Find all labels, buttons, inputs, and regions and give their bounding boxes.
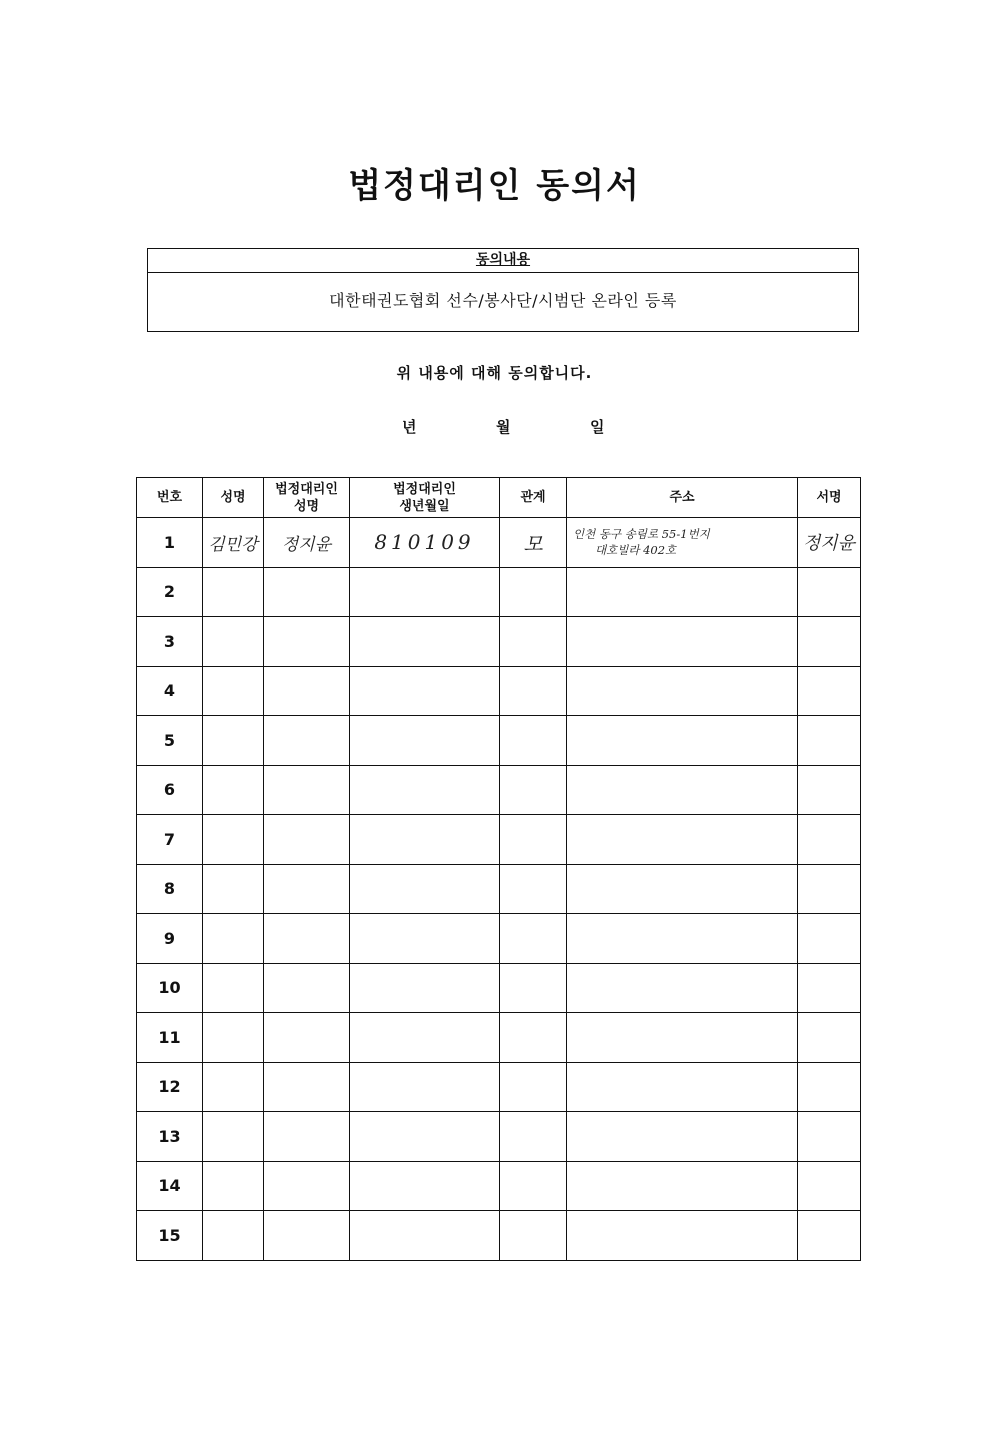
row-birth (350, 1211, 500, 1261)
row-no: 14 (137, 1161, 203, 1211)
row-name (203, 963, 264, 1013)
row-birth (350, 815, 500, 865)
row-birth (350, 1112, 500, 1162)
row-signature (798, 1062, 861, 1112)
header-address: 주소 (567, 478, 798, 518)
row-address (567, 1062, 798, 1112)
row-signature (798, 1161, 861, 1211)
row-relation (500, 716, 567, 766)
row-guardian-name (264, 963, 350, 1013)
row-relation (500, 815, 567, 865)
row-relation (500, 1112, 567, 1162)
row-no: 8 (137, 864, 203, 914)
header-guardian-name-line2: 성명 (293, 498, 320, 514)
row-no: 5 (137, 716, 203, 766)
row-relation (500, 963, 567, 1013)
row-name (203, 914, 264, 964)
row-guardian-name (264, 666, 350, 716)
row-name (203, 1013, 264, 1063)
table-row (137, 864, 861, 914)
row-guardian-name (264, 716, 350, 766)
table-row (137, 1161, 861, 1211)
row-name (203, 1112, 264, 1162)
table-row (137, 815, 861, 865)
row-signature (798, 666, 861, 716)
row-no: 6 (137, 765, 203, 815)
agreement-text: 위 내용에 대해 동의합니다. (396, 364, 593, 382)
row-address (567, 914, 798, 964)
date-month-label: 월 (496, 418, 511, 436)
row-name (203, 1062, 264, 1112)
row-address (567, 864, 798, 914)
row-relation (500, 914, 567, 964)
row-signature (798, 815, 861, 865)
row-signature (798, 1013, 861, 1063)
row-name (203, 617, 264, 667)
date-day-label: 일 (590, 418, 605, 436)
header-guardian-name (264, 478, 350, 518)
consent-body: 대한태권도협회 선수/봉사단/시범단 온라인 등록 (329, 291, 677, 310)
header-guardian-name-line1: 법정대리인 (275, 481, 338, 497)
row-address (567, 815, 798, 865)
row-relation (500, 864, 567, 914)
row-signature (798, 914, 861, 964)
row-address (567, 1013, 798, 1063)
row-no: 3 (137, 617, 203, 667)
row-signature (798, 617, 861, 667)
row-relation (500, 666, 567, 716)
row-guardian-name (264, 1112, 350, 1162)
row-birth (350, 518, 500, 568)
row-birth (350, 1013, 500, 1063)
row-relation (500, 567, 567, 617)
row-relation (500, 1013, 567, 1063)
row-address (567, 963, 798, 1013)
row-signature (798, 567, 861, 617)
row-no: 11 (137, 1013, 203, 1063)
row-relation (500, 1211, 567, 1261)
table-row (137, 1211, 861, 1261)
handwritten-guardian-name: 정지윤 (281, 534, 332, 555)
table-row (137, 963, 861, 1013)
row-signature (798, 716, 861, 766)
row-signature (798, 518, 861, 568)
header-signature: 서명 (798, 478, 861, 518)
handwritten-relation: 모 (523, 531, 543, 556)
row-relation (500, 765, 567, 815)
row-no: 7 (137, 815, 203, 865)
row-relation (500, 617, 567, 667)
row-guardian-name (264, 567, 350, 617)
row-guardian-name (264, 1161, 350, 1211)
row-birth (350, 617, 500, 667)
table-row (137, 518, 861, 568)
table-header-row (137, 478, 861, 518)
row-name (203, 666, 264, 716)
handwritten-name: 김민강 (208, 534, 258, 555)
row-guardian-name (264, 1013, 350, 1063)
row-signature (798, 1211, 861, 1261)
row-address (567, 567, 798, 617)
document-title: 법정대리인 동의서 (348, 166, 641, 206)
row-address (567, 1112, 798, 1162)
row-birth (350, 567, 500, 617)
handwritten-address-line2: 대호빌라 402호 (595, 543, 677, 558)
header-guardian-birth-line1: 법정대리인 (393, 481, 456, 497)
row-guardian-name (264, 617, 350, 667)
row-name (203, 716, 264, 766)
row-name (203, 518, 264, 568)
header-name: 성명 (203, 478, 264, 518)
table-row (137, 716, 861, 766)
row-name (203, 1211, 264, 1261)
row-guardian-name (264, 815, 350, 865)
row-guardian-name (264, 518, 350, 568)
row-address (567, 518, 798, 568)
date-year-label: 년 (402, 418, 417, 436)
row-guardian-name (264, 765, 350, 815)
table-row (137, 1013, 861, 1063)
row-birth (350, 666, 500, 716)
table-row (137, 1112, 861, 1162)
table-row (137, 914, 861, 964)
table-row (137, 765, 861, 815)
consent-box (147, 248, 859, 332)
table-row (137, 567, 861, 617)
row-name (203, 1161, 264, 1211)
row-birth (350, 1161, 500, 1211)
row-no: 9 (137, 914, 203, 964)
row-no: 2 (137, 567, 203, 617)
row-name (203, 765, 264, 815)
row-no: 4 (137, 666, 203, 716)
header-guardian-birth (350, 478, 500, 518)
handwritten-signature: 정지윤 (802, 533, 856, 555)
row-signature (798, 765, 861, 815)
row-guardian-name (264, 1062, 350, 1112)
row-birth (350, 914, 500, 964)
guardian-table (136, 477, 861, 1261)
header-guardian-birth-line2: 생년월일 (399, 498, 450, 514)
row-signature (798, 1112, 861, 1162)
row-relation (500, 1062, 567, 1112)
row-address (567, 666, 798, 716)
row-relation (500, 1161, 567, 1211)
handwritten-birth: 810109 (374, 530, 475, 555)
table-row (137, 666, 861, 716)
row-no: 13 (137, 1112, 203, 1162)
row-birth (350, 864, 500, 914)
row-birth (350, 765, 500, 815)
row-birth (350, 716, 500, 766)
header-no: 번호 (137, 478, 203, 518)
row-relation (500, 518, 567, 568)
row-guardian-name (264, 1211, 350, 1261)
row-guardian-name (264, 914, 350, 964)
row-signature (798, 963, 861, 1013)
row-no: 10 (137, 963, 203, 1013)
row-guardian-name (264, 864, 350, 914)
row-birth (350, 963, 500, 1013)
row-no: 1 (137, 518, 203, 568)
row-no: 15 (137, 1211, 203, 1261)
row-address (567, 1161, 798, 1211)
table-row (137, 1062, 861, 1112)
row-address (567, 1211, 798, 1261)
row-address (567, 716, 798, 766)
row-no: 12 (137, 1062, 203, 1112)
row-birth (350, 1062, 500, 1112)
header-relation: 관계 (500, 478, 567, 518)
row-address (567, 617, 798, 667)
row-address (567, 765, 798, 815)
row-name (203, 815, 264, 865)
row-name (203, 567, 264, 617)
table-row (137, 617, 861, 667)
row-name (203, 864, 264, 914)
row-signature (798, 864, 861, 914)
handwritten-address-line1: 인천 동구 송림로 55-1번지 (573, 527, 710, 542)
consent-header: 동의내용 (148, 249, 858, 273)
